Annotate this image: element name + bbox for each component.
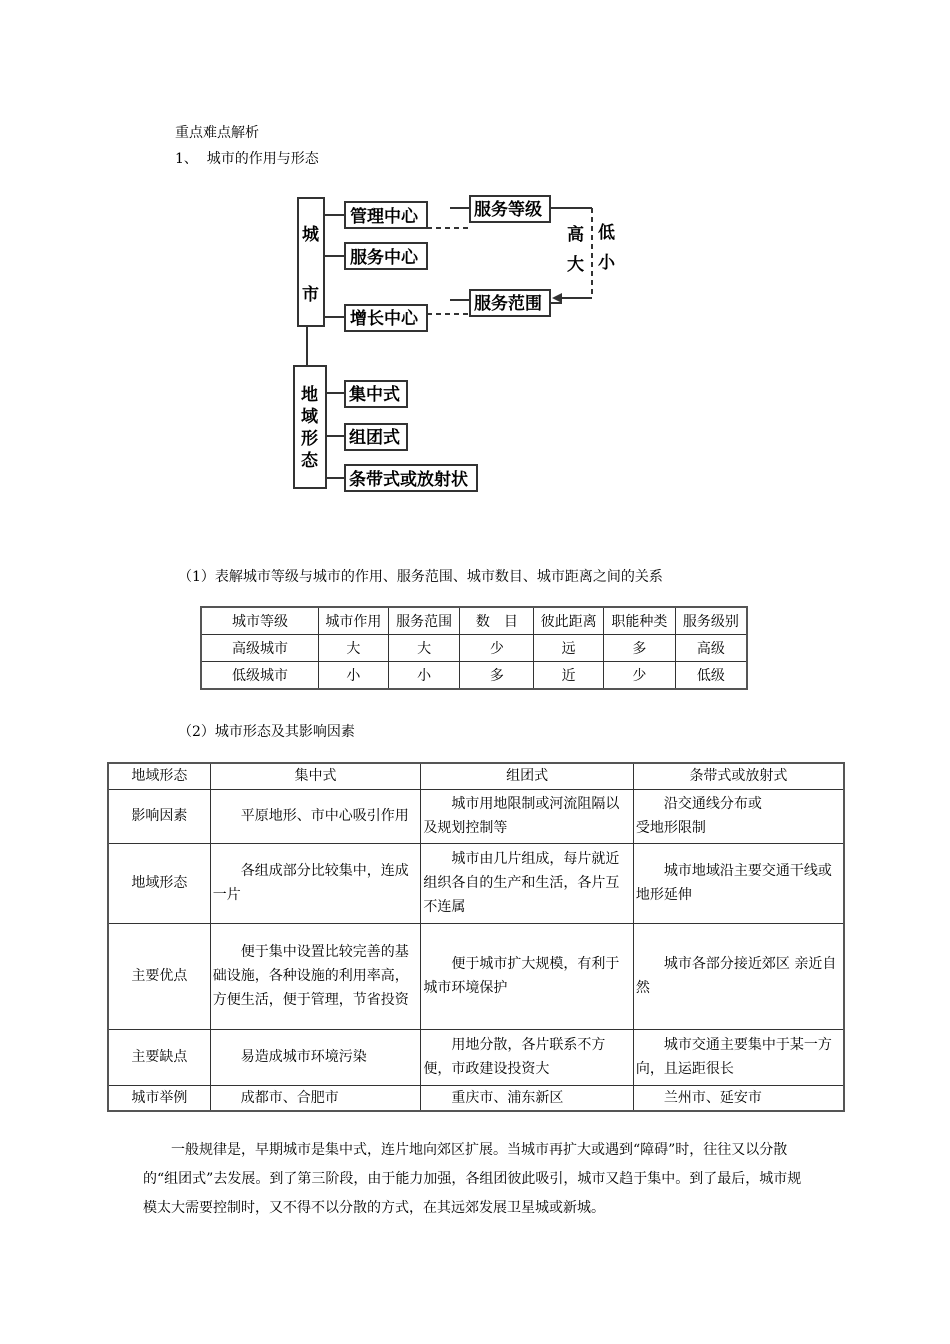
header-cell: 数 目 [460, 607, 534, 635]
table-cell: 高级 [675, 635, 747, 662]
row-label: 地域形态 [108, 843, 210, 923]
header-cell: 组团式 [421, 763, 634, 789]
table-cell: 低级 [675, 662, 747, 690]
table-cell: 沿交通线分布或 受地形限制 [633, 789, 844, 843]
form-char-3: 形 [301, 429, 318, 449]
table-row [201, 635, 747, 662]
city-char-2: 市 [302, 285, 319, 305]
form-cluster: 组团式 [349, 428, 400, 448]
table-header-row [108, 763, 844, 789]
table-cell: 小 [388, 662, 460, 690]
table-cell: 小 [319, 662, 389, 690]
table-cell: 少 [603, 662, 675, 690]
table-cell: 大 [319, 635, 389, 662]
city-function-diagram [0, 0, 950, 560]
table-cell: 重庆市、浦东新区 [421, 1085, 634, 1111]
row-label: 主要优点 [108, 923, 210, 1029]
table-cell: 各组成部分比较集中，连成一片 [210, 843, 421, 923]
header-cell: 地域形态 [108, 763, 210, 789]
header-cell: 服务级别 [675, 607, 747, 635]
table-cell: 易造成城市环境污染 [210, 1029, 421, 1085]
table-cell: 多 [603, 635, 675, 662]
table-cell: 低级城市 [201, 662, 319, 690]
table-row [201, 662, 747, 690]
summary-paragraph: 一般规律是，早期城市是集中式，连片地向郊区扩展。当城市再扩大或遇到“障碍”时，往往又以分散的“组团式”去发展。到了第三阶段，由于能力加强，各组团彼此吸引，城市又趋于集中。到了最后，城市规模太大需要控制时，又不得不以分散的方式，在其远郊发展卫星城或新城。 [143, 1142, 802, 1216]
section-title: 1、 城市的作用与形态 [175, 151, 319, 167]
row-label: 主要缺点 [108, 1029, 210, 1085]
form-char-4: 态 [301, 451, 318, 471]
table-cell: 少 [460, 635, 534, 662]
table-cell: 城市交通主要集中于某一方向，且运距很长 [633, 1029, 844, 1085]
table1-caption: （1）表解城市等级与城市的作用、服务范围、城市数目、城市距离之间的关系 [178, 569, 663, 585]
table-cell: 远 [534, 635, 604, 662]
table-row [108, 789, 844, 843]
header-cell: 城市等级 [201, 607, 319, 635]
header-cell: 城市作用 [319, 607, 389, 635]
page-heading: 重点难点解析 [175, 125, 259, 141]
form-char-1: 地 [301, 385, 318, 405]
table-row [108, 923, 844, 1029]
form-char-2: 域 [301, 407, 318, 427]
city-form-table [107, 762, 845, 1112]
table-cell: 便于集中设置比较完善的基础设施，各种设施的利用率高，方便生活，便于管理，节省投资 [210, 923, 421, 1029]
high-char: 高 [567, 225, 584, 245]
big-char: 大 [567, 255, 584, 275]
function-growth: 增长中心 [350, 309, 418, 329]
header-cell: 集中式 [210, 763, 421, 789]
table-cell: 兰州市、延安市 [633, 1085, 844, 1111]
table-cell: 用地分散，各片联系不方便，市政建设投资大 [421, 1029, 634, 1085]
low-char: 低 [598, 223, 615, 243]
table-cell: 成都市、合肥市 [210, 1085, 421, 1111]
row-label: 城市举例 [108, 1085, 210, 1111]
table-header-row [201, 607, 747, 635]
header-cell: 服务范围 [388, 607, 460, 635]
header-cell: 彼此距离 [534, 607, 604, 635]
table-cell: 近 [534, 662, 604, 690]
table-cell: 便于城市扩大规模，有利于城市环境保护 [421, 923, 634, 1029]
form-strip-radial: 条带式或放射状 [349, 470, 468, 490]
table-cell: 城市地域沿主要交通干线或地形延伸 [633, 843, 844, 923]
table2-caption: （2）城市形态及其影响因素 [178, 724, 355, 740]
table-cell: 高级城市 [201, 635, 319, 662]
table-row [108, 1029, 844, 1085]
table-cell: 城市用地限制或河流阻隔以及规划控制等 [421, 789, 634, 843]
city-char-1: 城 [302, 225, 319, 245]
table-cell: 城市各部分接近郊区 亲近自然 [633, 923, 844, 1029]
row-label: 影响因素 [108, 789, 210, 843]
table-row [108, 1085, 844, 1111]
table-row [108, 843, 844, 923]
small-char: 小 [598, 253, 615, 273]
function-management: 管理中心 [350, 207, 418, 227]
table-cell: 城市由几片组成，每片就近组织各自的生产和生活，各片互不连属 [421, 843, 634, 923]
table-cell: 平原地形、市中心吸引作用 [210, 789, 421, 843]
form-concentrated: 集中式 [349, 385, 400, 405]
function-service: 服务中心 [350, 248, 418, 268]
city-level-table [200, 606, 748, 690]
service-range: 服务范围 [474, 294, 542, 314]
header-cell: 条带式或放射式 [633, 763, 844, 789]
table-cell: 大 [388, 635, 460, 662]
table-cell: 多 [460, 662, 534, 690]
service-level: 服务等级 [474, 200, 542, 220]
header-cell: 职能种类 [603, 607, 675, 635]
